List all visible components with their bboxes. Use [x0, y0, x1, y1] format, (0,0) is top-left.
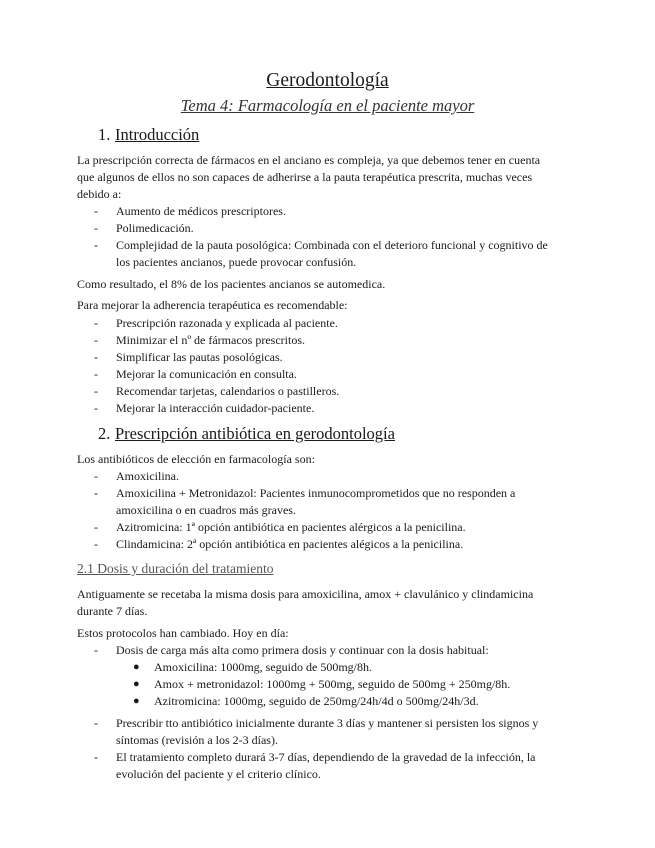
- list-item: - Recomendar tarjetas, calendarios o pastilleros.: [94, 384, 340, 398]
- paragraph: Estos protocolos han cambiado. Hoy en día:: [77, 626, 289, 640]
- section-title: Prescripción antibiótica en gerodontología: [115, 424, 395, 443]
- paragraph-line: Antiguamente se recetaba la misma dosis para amoxicilina, amox + clavulánico y clindamicina: [77, 587, 534, 601]
- subsection-heading: 2.1 Dosis y duración del tratamiento: [77, 561, 274, 576]
- paragraph: Para mejorar la adherencia terapéutica es recomendable:: [77, 298, 348, 312]
- paragraph-line: durante 7 días.: [77, 604, 148, 618]
- document-subtitle: Tema 4: Farmacología en el paciente mayor: [180, 96, 475, 115]
- list-item: - Prescribir tto antibiótico inicialmente durante 3 días y mantener si persisten los signos y: [94, 716, 539, 730]
- list-item: - Minimizar el nº de fármacos prescritos.: [94, 333, 305, 347]
- list-item: - El tratamiento completo durará 3-7 días, dependiendo de la gravedad de la infección, la: [94, 750, 536, 764]
- sub-list-item: ● Amoxicilina: 1000mg, seguido de 500mg/8h.: [133, 660, 372, 674]
- section-number: 1.: [98, 125, 111, 144]
- list-item-continuation: síntomas (revisión a los 2-3 días).: [116, 733, 278, 747]
- list-item: - Aumento de médicos prescriptores.: [94, 204, 286, 218]
- list-item-continuation: amoxicilina o en cuadros más graves.: [116, 503, 296, 517]
- paragraph: Como resultado, el 8% de los pacientes ancianos se automedica.: [77, 277, 386, 291]
- list-item: - Mejorar la comunicación en consulta.: [94, 367, 297, 381]
- sub-list-item: ● Azitromicina: 1000mg, seguido de 250mg/24h/4d o 500mg/24h/3d.: [133, 694, 479, 708]
- list-item: - Simplificar las pautas posológicas.: [94, 350, 283, 364]
- section-title: Introducción: [115, 125, 200, 144]
- list-item: - Polimedicación.: [94, 221, 194, 235]
- sub-list-item: ● Amox + metronidazol: 1000mg + 500mg, seguido de 500mg + 250mg/8h.: [133, 677, 511, 691]
- paragraph-line: debido a:: [77, 187, 122, 201]
- list-item: - Prescripción razonada y explicada al paciente.: [94, 316, 338, 330]
- section-number: 2.: [98, 424, 111, 443]
- list-item: - Complejidad de la pauta posológica: Combinada con el deterioro funcional y cognitivo de: [94, 238, 548, 252]
- list-item-continuation: evolución del paciente y el criterio clínico.: [116, 767, 321, 781]
- section-heading-intro: [98, 125, 199, 145]
- paragraph-line: que algunos de ellos no son capaces de adherirse a la pauta terapéutica prescrita, muchas veces: [77, 170, 533, 184]
- list-item: - Clindamicina: 2ª opción antibiótica en pacientes alégicos a la penicilina.: [94, 537, 464, 551]
- section-heading-antibiotics: [98, 424, 395, 444]
- list-item: - Amoxicilina + Metronidazol: Pacientes inmunocomprometidos que no responden a: [94, 486, 516, 500]
- document-title: Gerodontología: [266, 70, 389, 91]
- paragraph-line: La prescripción correcta de fármacos en el anciano es compleja, ya que debemos tener en cuenta: [77, 153, 541, 167]
- list-item: - Amoxicilina.: [94, 469, 179, 483]
- list-item: - Dosis de carga más alta como primera dosis y continuar con la dosis habitual:: [94, 643, 489, 657]
- list-item: - Azitromicina: 1ª opción antibiótica en pacientes alérgicos a la penicilina.: [94, 520, 466, 534]
- list-item: - Mejorar la interacción cuidador-paciente.: [94, 401, 315, 415]
- list-item-continuation: los pacientes ancianos, puede provocar confusión.: [116, 255, 357, 269]
- paragraph: Los antibióticos de elección en farmacología son:: [77, 452, 315, 466]
